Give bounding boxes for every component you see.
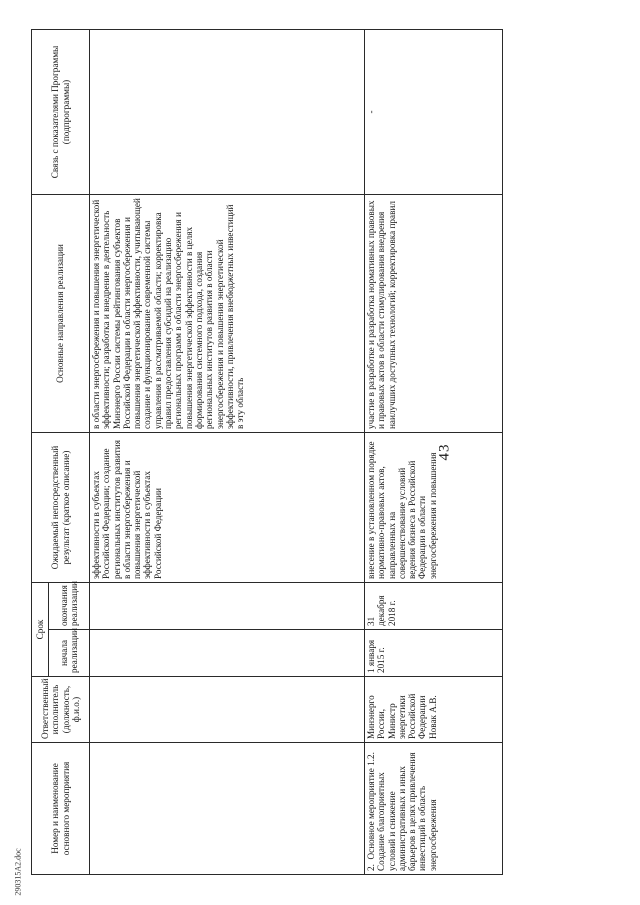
- rotated-table-sheet: [31, 30, 591, 875]
- cell-directions: участие в разработке и разработка нормативных правовых и правовых актов в области стимулирования внедрения наилучших доступных технологий; корректировка правил: [365, 195, 503, 433]
- header-responsible: Ответственный исполнитель (должность, ф.и.о.): [32, 677, 90, 743]
- header-row: [32, 30, 49, 875]
- header-result: Ожидаемый непосредственный результат (краткое описание): [32, 433, 90, 583]
- header-directions: Основные направления реализации: [32, 195, 90, 433]
- cell-empty: [90, 30, 365, 195]
- header-start: начала реализации: [49, 630, 90, 677]
- cell-start: 1 января 2015 г.: [365, 630, 503, 677]
- cell-empty: [90, 743, 365, 875]
- cell-end: 31 декабря 2018 г.: [365, 583, 503, 630]
- cell-directions: в области энергосбережения и повышения энергетической эффективности; разработка и внедрение в деятельность Минэнерго России системы рейтингования субъектов Российской Федерации в области энергосбережения и повышения энергетической эффективности, учитывающей создание и функционирование современной системы управления в рассматриваемой области; корректировка правил предоставления субсидий на реализацию региональных программ в области энергосбережения и повышения энергетической эффективности в целях формирования системного подхода, создания региональных институтов развития в области энергосбережения и повышения энергетической эффективности, привлечения внебюджетных инвестиций в эту область: [90, 195, 365, 433]
- header-term: Срок: [32, 583, 49, 677]
- cell-empty: [90, 583, 365, 630]
- row-number: 2.: [366, 864, 376, 871]
- table-row: [365, 30, 503, 875]
- cell-responsible: Минэнерго России, Министр энергетики Российской Федерации Новак А.В.: [365, 677, 503, 743]
- header-name: Номер и наименование основного мероприятия: [32, 743, 90, 875]
- row-name: Основное мероприятие 1.2. Создание благоприятных условий и снижение административных и иных барьеров в целях привлечения инвестиций в область энергосбережения: [366, 752, 438, 871]
- cell-name: [365, 743, 503, 875]
- page-number: 43: [436, 443, 453, 461]
- table-row: [90, 30, 365, 875]
- cell-empty: [90, 677, 365, 743]
- cell-result: внесение в установленном порядке нормативно-правовых актов, направленных на совершенствование условий ведения бизнеса в Российской Федерации в области энергосбережения и повышения: [365, 433, 503, 583]
- cell-link: -: [365, 30, 503, 195]
- header-link: Связь с показателями Программы (подпрограммы): [32, 30, 90, 195]
- document-code: 290315A2.doc: [13, 848, 23, 896]
- header-end: окончания реализации: [49, 583, 90, 630]
- cell-result: эффективности в субъектах Российской Федерации; создание региональных институтов развития в области энергосбережения и повышения энергетической эффективности в субъектах Российской Федерации: [90, 433, 365, 583]
- measures-table: [31, 29, 503, 875]
- cell-empty: [90, 630, 365, 677]
